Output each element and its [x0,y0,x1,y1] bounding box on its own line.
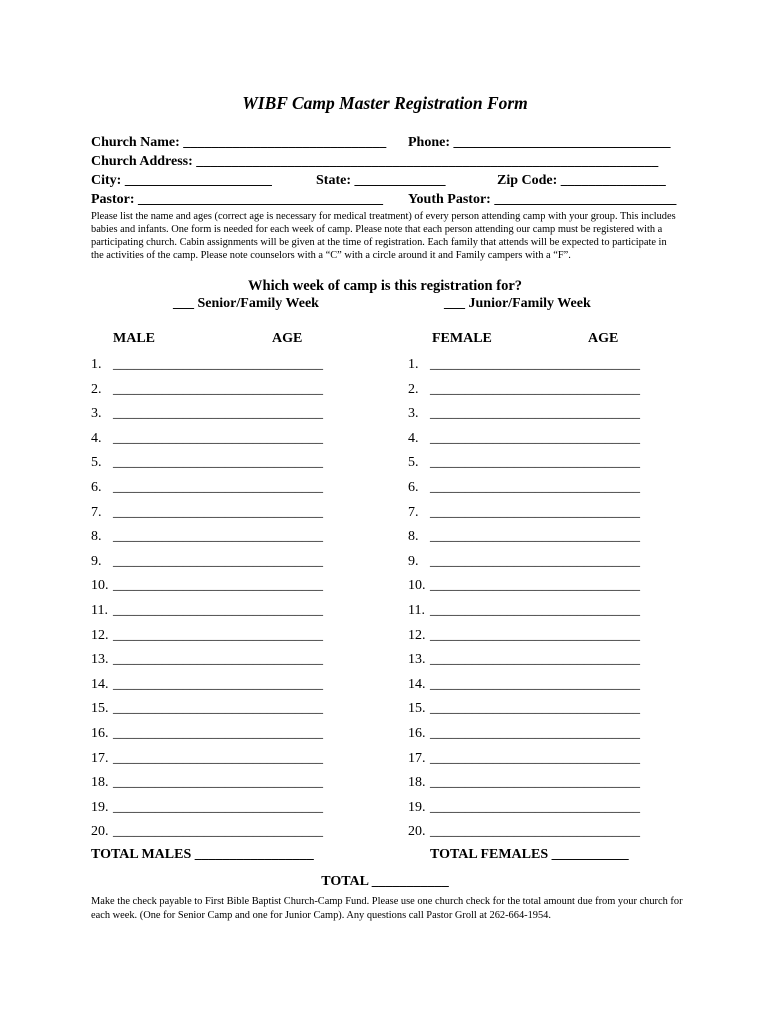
male-attendee-entry-line[interactable]: ______________________________ [113,357,323,372]
female-row-number: 5. [408,455,419,470]
pastor-field[interactable]: Pastor: ___________________________________ [91,192,384,207]
age-column-header-left: AGE [272,331,303,346]
male-row-number: 16. [91,726,109,741]
male-attendee-entry-line[interactable]: ______________________________ [113,677,323,692]
church-address-field[interactable]: Church Address: __________________________________________________________________ [91,154,659,169]
form-title: WIBF Camp Master Registration Form [242,93,528,113]
week-question: Which week of camp is this registration for? [248,278,522,294]
female-attendee-entry-line[interactable]: ______________________________ [430,677,640,692]
female-row-number: 4. [408,431,419,446]
grand-total-field[interactable]: TOTAL ___________ [321,874,449,889]
payment-instructions: Make the check payable to First Bible Baptist Church-Camp Fund. Please use one church check for the total amount due from your church for each week. (One for Senior Camp and one for Junior Camp). Any questions call Pastor Groll at 262-664-1954. [91,896,683,921]
male-row-number: 5. [91,455,102,470]
male-attendee-entry-line[interactable]: ______________________________ [113,578,323,593]
male-row-number: 11. [91,603,108,618]
male-row-number: 20. [91,824,109,839]
youth-pastor-field[interactable]: Youth Pastor: __________________________ [408,192,677,207]
female-attendee-entry-line[interactable]: ______________________________ [430,357,640,372]
female-row-number: 18. [408,775,426,790]
male-row-number: 12. [91,628,109,643]
female-attendee-entry-line[interactable]: ______________________________ [430,554,640,569]
state-field[interactable]: State: _____________ [316,173,446,188]
female-row-number: 6. [408,480,419,495]
zip-code-field[interactable]: Zip Code: _______________ [497,173,666,188]
male-row-number: 13. [91,652,109,667]
male-attendee-entry-line[interactable]: ______________________________ [113,800,323,815]
female-row-number: 15. [408,701,426,716]
female-attendee-entry-line[interactable]: ______________________________ [430,382,640,397]
male-row-number: 18. [91,775,109,790]
female-row-number: 20. [408,824,426,839]
instructions-paragraph: Please list the name and ages (correct age is necessary for medical treatment) of every person attending camp with your group. This includes babies and infants. One form is needed for each week of camp. Please note that each person attending our camp must be registered with a participating church. Cabin assignments will be given at the time of registration. Each family that attends will be expected to participate in the activities of the camp. Please note counselors with a “C” with a circle around it and Family campers with a “F”. [91,211,676,262]
male-attendee-entry-line[interactable]: ______________________________ [113,628,323,643]
female-row-number: 10. [408,578,426,593]
female-row-number: 13. [408,652,426,667]
male-attendee-entry-line[interactable]: ______________________________ [113,751,323,766]
female-attendee-entry-line[interactable]: ______________________________ [430,480,640,495]
female-row-number: 11. [408,603,425,618]
female-attendee-entry-line[interactable]: ______________________________ [430,652,640,667]
male-attendee-entry-line[interactable]: ______________________________ [113,824,323,839]
male-attendee-entry-line[interactable]: ______________________________ [113,431,323,446]
female-attendee-entry-line[interactable]: ______________________________ [430,775,640,790]
male-attendee-entry-line[interactable]: ______________________________ [113,382,323,397]
male-row-number: 1. [91,357,102,372]
male-row-number: 9. [91,554,102,569]
male-row-number: 7. [91,505,102,520]
female-row-number: 14. [408,677,426,692]
male-row-number: 14. [91,677,109,692]
male-row-number: 2. [91,382,102,397]
female-attendee-entry-line[interactable]: ______________________________ [430,505,640,520]
female-attendee-entry-line[interactable]: ______________________________ [430,455,640,470]
female-attendee-entry-line[interactable]: ______________________________ [430,751,640,766]
male-attendee-entry-line[interactable]: ______________________________ [113,505,323,520]
male-attendee-entry-line[interactable]: ______________________________ [113,775,323,790]
male-attendee-entry-line[interactable]: ______________________________ [113,455,323,470]
male-row-number: 19. [91,800,109,815]
male-attendee-entry-line[interactable]: ______________________________ [113,603,323,618]
phone-field[interactable]: Phone: _______________________________ [408,135,671,150]
female-attendee-entry-line[interactable]: ______________________________ [430,406,640,421]
male-attendee-entry-line[interactable]: ______________________________ [113,652,323,667]
senior-family-week-option[interactable]: ___ Senior/Family Week [173,296,319,311]
female-row-number: 7. [408,505,419,520]
female-attendee-entry-line[interactable]: ______________________________ [430,529,640,544]
city-field[interactable]: City: _____________________ [91,173,272,188]
junior-family-week-option[interactable]: ___ Junior/Family Week [444,296,591,311]
male-row-number: 15. [91,701,109,716]
female-attendee-entry-line[interactable]: ______________________________ [430,628,640,643]
female-column-header: FEMALE [432,331,492,346]
male-row-number: 10. [91,578,109,593]
male-row-number: 4. [91,431,102,446]
female-attendee-entry-line[interactable]: ______________________________ [430,578,640,593]
male-row-number: 17. [91,751,109,766]
total-males-field[interactable]: TOTAL MALES _________________ [91,847,314,862]
age-column-header-right: AGE [588,331,619,346]
female-row-number: 9. [408,554,419,569]
female-row-number: 19. [408,800,426,815]
total-females-field[interactable]: TOTAL FEMALES ___________ [430,847,629,862]
male-row-number: 8. [91,529,102,544]
female-attendee-entry-line[interactable]: ______________________________ [430,800,640,815]
female-row-number: 16. [408,726,426,741]
church-name-field[interactable]: Church Name: _____________________________ [91,135,387,150]
male-attendee-entry-line[interactable]: ______________________________ [113,726,323,741]
female-attendee-entry-line[interactable]: ______________________________ [430,431,640,446]
female-attendee-entry-line[interactable]: ______________________________ [430,726,640,741]
male-row-number: 3. [91,406,102,421]
male-attendee-entry-line[interactable]: ______________________________ [113,529,323,544]
female-row-number: 1. [408,357,419,372]
male-attendee-entry-line[interactable]: ______________________________ [113,480,323,495]
female-attendee-entry-line[interactable]: ______________________________ [430,701,640,716]
female-attendee-entry-line[interactable]: ______________________________ [430,824,640,839]
female-row-number: 2. [408,382,419,397]
male-row-number: 6. [91,480,102,495]
male-attendee-entry-line[interactable]: ______________________________ [113,406,323,421]
female-row-number: 3. [408,406,419,421]
male-column-header: MALE [113,331,155,346]
female-row-number: 8. [408,529,419,544]
male-attendee-entry-line[interactable]: ______________________________ [113,701,323,716]
female-attendee-entry-line[interactable]: ______________________________ [430,603,640,618]
female-row-number: 17. [408,751,426,766]
male-attendee-entry-line[interactable]: ______________________________ [113,554,323,569]
female-row-number: 12. [408,628,426,643]
